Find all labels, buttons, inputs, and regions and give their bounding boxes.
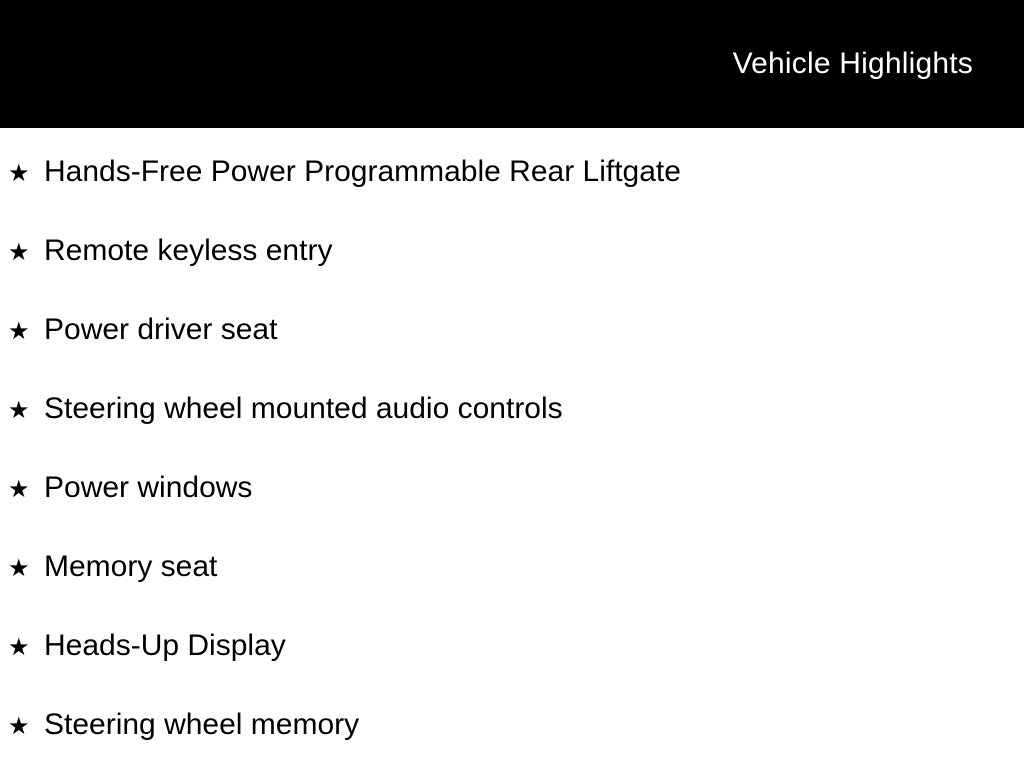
- list-item: [8, 369, 1024, 448]
- star-icon: ★: [8, 159, 30, 187]
- list-item-label: Steering wheel mounted audio controls: [44, 392, 563, 425]
- page-title: Vehicle Highlights: [732, 47, 973, 80]
- star-icon: ★: [8, 475, 30, 503]
- list-item-label: Power windows: [44, 471, 253, 504]
- list-item-label: Steering wheel memory: [44, 708, 360, 741]
- star-icon: ★: [8, 554, 30, 582]
- star-icon: ★: [8, 317, 30, 345]
- list-item-label: Remote keyless entry: [44, 234, 333, 267]
- list-item: [8, 290, 1024, 369]
- header-banner: [0, 0, 1024, 128]
- list-item: [8, 606, 1024, 685]
- list-item-label: Heads-Up Display: [44, 629, 286, 662]
- list-item-label: Memory seat: [44, 550, 218, 583]
- list-item-label: Hands-Free Power Programmable Rear Liftgate: [44, 155, 681, 188]
- highlights-list: [0, 128, 1024, 764]
- star-icon: ★: [8, 633, 30, 661]
- star-icon: ★: [8, 238, 30, 266]
- list-item: [8, 685, 1024, 764]
- list-item: [8, 527, 1024, 606]
- list-item-label: Power driver seat: [44, 313, 278, 346]
- star-icon: ★: [8, 712, 30, 740]
- list-item: [8, 211, 1024, 290]
- star-icon: ★: [8, 396, 30, 424]
- list-item: [8, 132, 1024, 211]
- list-item: [8, 448, 1024, 527]
